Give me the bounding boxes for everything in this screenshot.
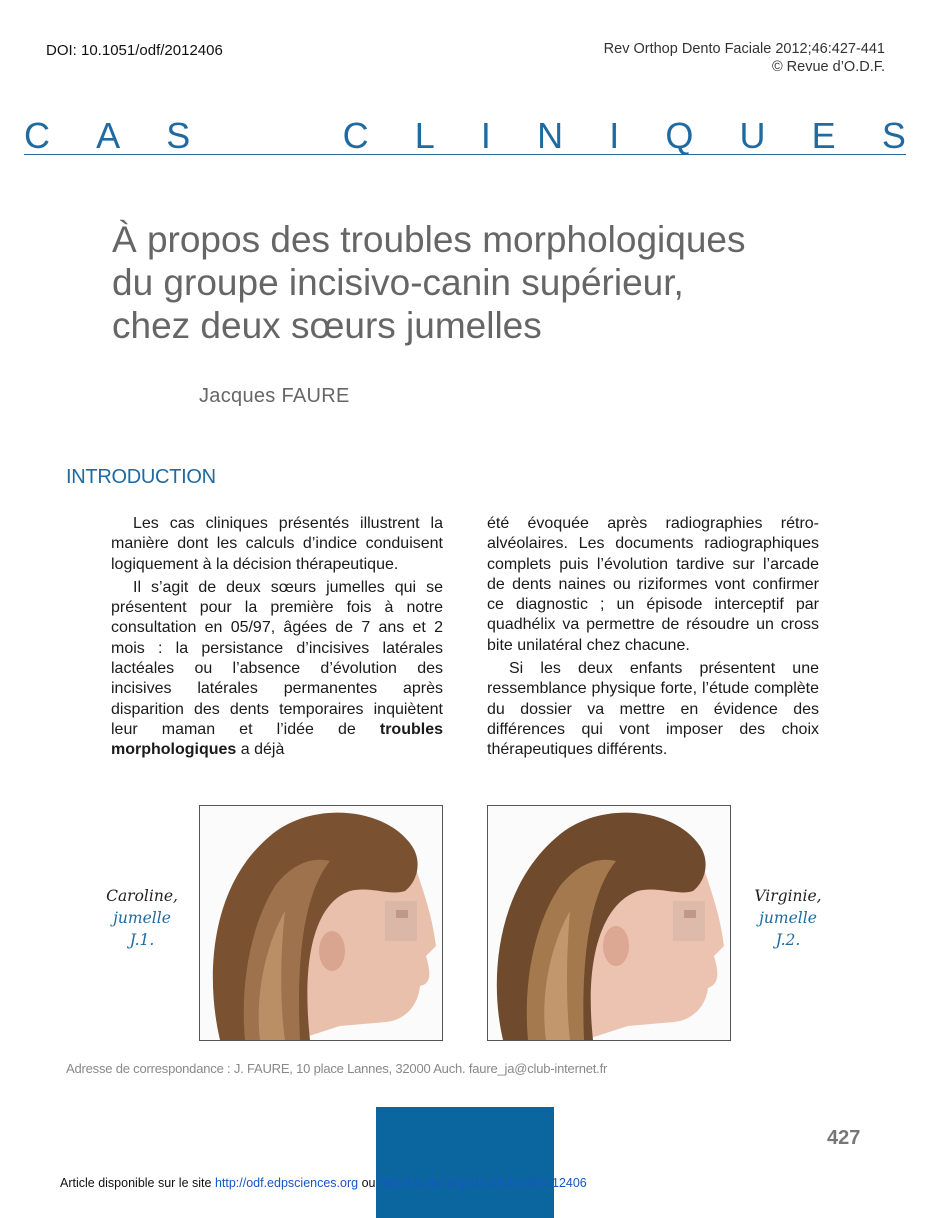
banner-letter: S	[881, 115, 906, 156]
article-author: Jacques FAURE	[199, 385, 350, 407]
banner-letter: I	[609, 115, 620, 156]
journal-site-link[interactable]: http://odf.edpsciences.org	[214, 1176, 359, 1190]
correspondence-address: Adresse de correspondance : J. FAURE, 10 place Lannes, 32000 Auch. faure_ja@club-internet.fr	[66, 1061, 608, 1076]
caption-code: J.1.	[129, 931, 155, 949]
doi-label: DOI: 10.1051/odf/2012406	[46, 42, 223, 59]
figure-caption-right	[748, 885, 828, 951]
caption-label: jumelle	[759, 909, 817, 927]
page-number: 427	[827, 1127, 861, 1149]
journal-reference	[604, 40, 885, 76]
paragraph: Si les deux enfants présentent une ressemblance physique forte, l’étude complète du dossier va mettre en évidence des différences qui vont imposer des choix thérapeutiques différents.	[487, 660, 819, 759]
paragraph: été évoquée après radiographies rétro-alvéolaires. Les documents radiographiques complets puis l’évolution tardive sur l’arcade de dents naines ou riziformes vont confirmer ce diagnostic ; un épisode interceptif par quadhélix va permettre de résoudre un cross bite unilatéral chez chacune.	[487, 515, 819, 654]
color-block	[376, 1107, 554, 1218]
banner-letter: C	[24, 115, 50, 156]
paragraph-text: a déjà	[236, 741, 285, 759]
profile-photo-right	[487, 805, 731, 1041]
paragraph-text: Il s’agit de deux sœurs jumelles qui se présentent pour la première fois à notre consultation en 05/97, âgées de 7 ans et 2 mois : la persistance d’incisives latérales lactéales ou l’absence d’évolution des incisives latérales permanentes après disparition des dents temporaires inquiètent leur maman et l’idée de	[111, 578, 443, 738]
banner-letter: S	[166, 115, 191, 156]
text-column-left	[111, 514, 443, 764]
section-banner	[24, 115, 906, 156]
paragraph	[111, 578, 443, 761]
caption-name: Caroline,	[106, 887, 178, 905]
section-heading-introduction: INTRODUCTION	[66, 466, 216, 488]
banner-letter: E	[811, 115, 836, 156]
title-line: chez deux sœurs jumelles	[112, 305, 542, 346]
availability-conjunction: ou	[358, 1176, 379, 1190]
paragraph: Les cas cliniques présentés illustrent la manière dont les calculs d’indice conduisent logiquement à la décision thérapeutique.	[111, 515, 443, 573]
availability-line	[60, 1176, 587, 1190]
profile-photo-left	[199, 805, 443, 1041]
title-line: À propos des troubles morphologiques	[112, 219, 746, 260]
journal-copyright: © Revue d’O.D.F.	[771, 59, 885, 75]
text-column-right	[487, 514, 819, 764]
caption-code: J.2.	[775, 931, 801, 949]
journal-citation: Rev Orthop Dento Faciale 2012;46:427-441	[603, 41, 885, 57]
figure-caption-left	[102, 885, 182, 951]
caption-label: jumelle	[113, 909, 171, 927]
banner-letter: I	[480, 115, 491, 156]
banner-letter: A	[96, 115, 121, 156]
title-line: du groupe incisivo-canin supérieur,	[112, 262, 684, 303]
availability-text: Article disponible sur le site	[60, 1176, 215, 1190]
article-title	[112, 218, 872, 347]
caption-name: Virginie,	[754, 887, 822, 905]
doi-link[interactable]: http://dx.doi.org/10.1051/odf/2012406	[378, 1176, 587, 1190]
keyword: troubles morphologiques	[111, 720, 443, 759]
banner-letter: N	[537, 115, 564, 156]
banner-letter: C	[342, 115, 369, 156]
banner-letter: U	[739, 115, 766, 156]
banner-letter: Q	[665, 115, 694, 156]
banner-letter: L	[414, 115, 435, 156]
